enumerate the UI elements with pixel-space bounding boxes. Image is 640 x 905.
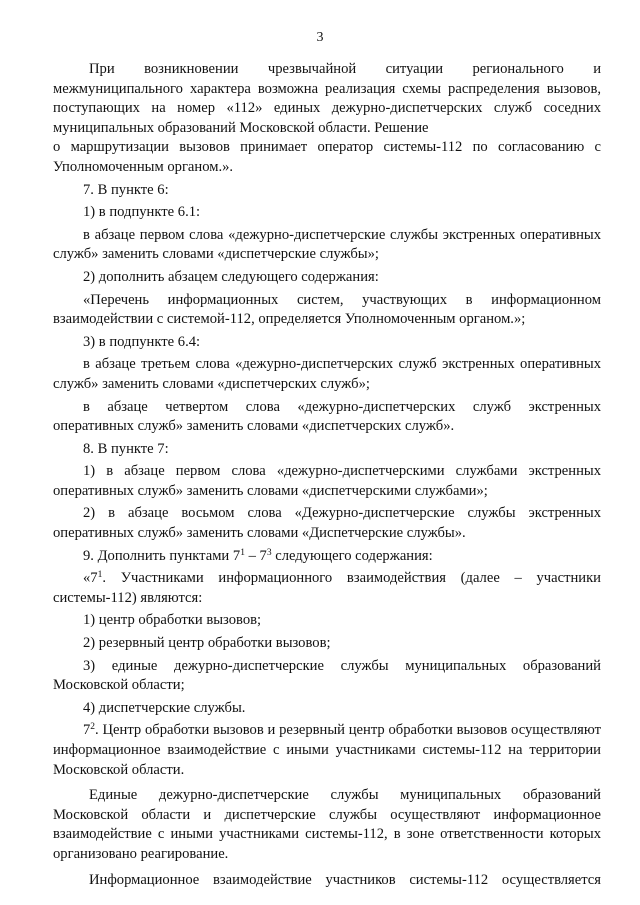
point-7-2-number: 7: [83, 722, 91, 739]
participant-reserve-center: 2) резервный центр обработки вызовов;: [83, 635, 331, 652]
participant-call-center: 1) центр обработки вызовов;: [83, 612, 262, 629]
superscript-3: 3: [266, 547, 272, 558]
paragraph-6-1-first: в абзаце первом слова «дежурно-диспетчерские службы экстренных оперативных служб» заменить словами «диспетчерские службы»;: [53, 226, 601, 263]
participant-unified-services: 3) единые дежурно-диспетчерские службы муниципальных образований Московской области;: [53, 657, 601, 694]
subitem-6-4: 3) в подпункте 6.4:: [83, 333, 201, 350]
paragraph-6-4-fourth: в абзаце четвертом слова «дежурно-диспетчерских служб экстренных оперативных служб» заменить словами «диспетчерских служб».: [53, 398, 601, 435]
point-7-2: [53, 721, 601, 780]
paragraph-7-first: 1) в абзаце первом слова «дежурно-диспетчерскими службами экстренных оперативных служб» заменить словами «диспетчерскими службами»;: [53, 463, 601, 499]
paragraph-systems-list: «Перечень информационных систем, участвующих в информационном взаимодействии с системой-112, определяется Уполномоченным органом.»;: [53, 291, 601, 328]
paragraph-routing: о маршрутизации вызовов принимает оператор системы-112 по согласованию с Уполномоченным органом.».: [53, 139, 601, 175]
item-9-text-3: следующего содержания:: [271, 547, 433, 564]
item-8-heading: 8. В пункте 7:: [83, 440, 169, 457]
point-7-1-text: . Участниками информационного взаимодействия (далее – участники системы-112) являются:: [53, 570, 601, 606]
document-body: [53, 60, 601, 890]
subitem-6-1: 1) в подпункте 6.1:: [83, 204, 201, 221]
superscript-1: 1: [240, 547, 245, 558]
item-9-text-1: 9. Дополнить пунктами 7: [83, 547, 241, 564]
subitem-add-paragraph: 2) дополнить абзацем следующего содержания:: [83, 268, 379, 285]
paragraph-7-eighth: 2) в абзаце восьмом слова «Дежурно-диспетчерские службы экстренных оперативных служб» заменить словами «Диспетчерские службы».: [53, 505, 601, 542]
page-number: 3: [316, 30, 324, 45]
point-7-1-number: «7: [83, 570, 98, 587]
item-7-heading: 7. В пункте 6:: [83, 181, 169, 198]
item-9-heading: [53, 547, 601, 567]
point-7-1: [53, 569, 601, 608]
superscript-2: 2: [90, 722, 96, 733]
paragraph-scheme: При возникновении чрезвычайной ситуации регионального и межмуниципального характера возможна реализация схемы распределения вызовов, поступающих на номер «112» единых дежурно-диспетчерских служб соседних муниципальных образований Московской области. Решение: [53, 61, 601, 136]
item-9-text-2: – 7: [244, 547, 267, 564]
superscript-1: 1: [97, 570, 103, 581]
paragraph-unified-services: Единые дежурно-диспетчерские службы муниципальных образований Московской области и диспетчерские службы осуществляют информационное взаимодействие с иными участниками системы-112, в зоне ответственности которых организовано реагирование.: [53, 787, 601, 862]
paragraph-interaction: Информационное взаимодействие участников системы-112 осуществляется: [89, 871, 601, 888]
paragraph-6-4-third: в абзаце третьем слова «дежурно-диспетчерских служб экстренных оперативных служб» заменить словами «диспетчерских служб»;: [53, 356, 601, 392]
point-7-2-text: . Центр обработки вызовов и резервный центр обработки вызовов осуществляют информационное взаимодействие с иными участниками системы-112 на территории Московской области.: [53, 722, 601, 778]
participant-dispatch-services: 4) диспетчерские службы.: [83, 699, 246, 716]
